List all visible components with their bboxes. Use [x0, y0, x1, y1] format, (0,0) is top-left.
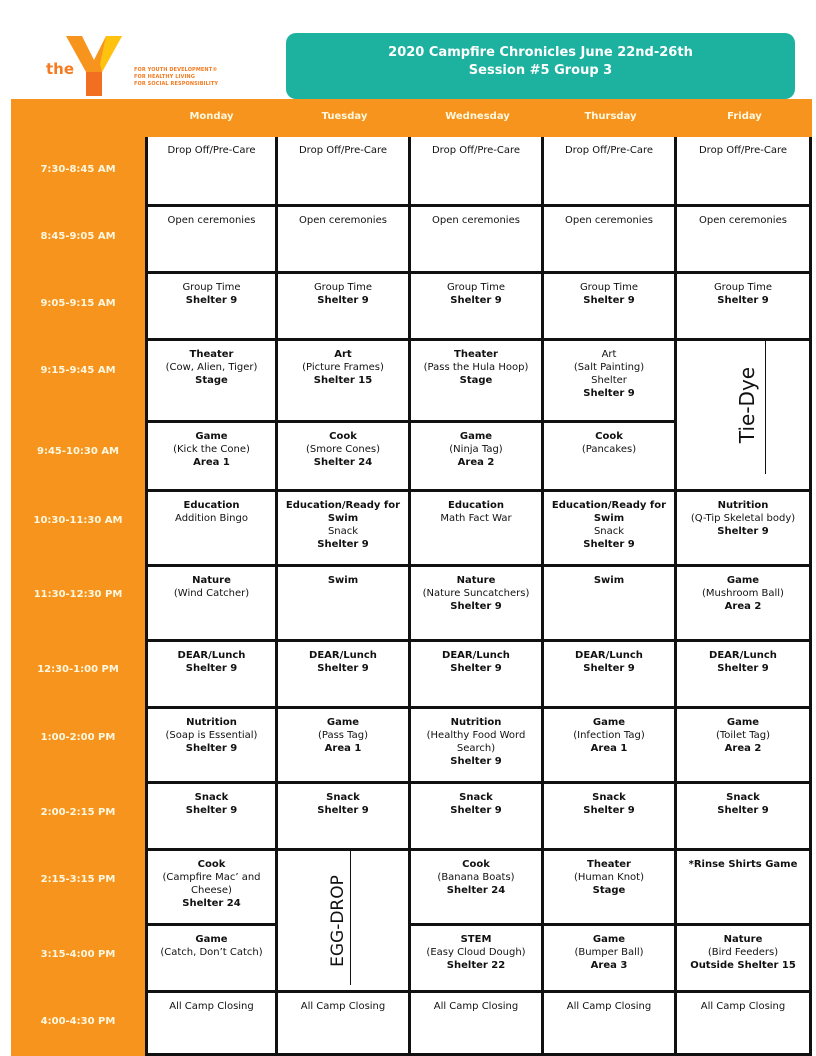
cell-text: All Camp Closing [433, 1001, 519, 1012]
time-label: 2:00-2:15 PM [40, 807, 116, 818]
schedule-cell [278, 137, 411, 207]
cell-text: Group Time [182, 282, 241, 293]
cell-text: Shelter 9 [317, 539, 369, 550]
cell-text: Area 1 [193, 457, 230, 468]
cell-text: Area 1 [590, 743, 628, 754]
cell-text: Drop Off/Pre-Care [167, 145, 256, 156]
cell-text: All Camp Closing [169, 1001, 254, 1012]
schedule-cell [411, 423, 544, 492]
cell-text: DEAR/Lunch [442, 650, 510, 661]
cell-text: (Pancakes) [581, 444, 637, 455]
schedule-cell [677, 137, 812, 207]
cell-text: Theater [189, 349, 234, 360]
cell-text: Shelter 9 [583, 663, 635, 674]
cell-text: (Catch, Don’t Catch) [160, 947, 263, 958]
schedule-cell [677, 709, 812, 784]
cell-text: (Q-Tip Skeletal body) [690, 513, 796, 524]
cell-text: Shelter 9 [450, 601, 502, 612]
cell-text: Math Fact War [440, 513, 512, 524]
cell-text: Game [726, 717, 760, 728]
cell-text: Shelter 24 [182, 898, 241, 909]
cell-text: Snack [593, 526, 625, 537]
schedule-cell [278, 341, 411, 423]
cell-text: Shelter 24 [446, 885, 506, 896]
cell-text: (Human Knot) [574, 872, 644, 883]
cell-text: Game [326, 717, 360, 728]
schedule-cell [411, 926, 544, 993]
schedule-cell [677, 851, 812, 926]
cell-text: Addition Bingo [175, 513, 248, 524]
tie-dye-label: Tie-Dye [735, 366, 759, 444]
schedule-cell [278, 784, 411, 851]
schedule-cell [411, 341, 544, 423]
cell-text: (Salt Painting) [573, 362, 645, 373]
time-label: 10:30-11:30 AM [33, 515, 123, 526]
schedule-cell [145, 926, 278, 993]
time-label: 11:30-12:30 PM [33, 589, 123, 600]
cell-text: (Kick the Cone) [173, 444, 250, 455]
cell-text: DEAR/Lunch [177, 650, 246, 661]
schedule-cell [677, 642, 812, 709]
tie-dye-merged-cell [677, 341, 812, 492]
cell-text: (Picture Frames) [302, 362, 384, 373]
cell-text: (Bird Feeders) [707, 947, 779, 958]
schedule-cell [411, 567, 544, 642]
cell-text: (Bumper Ball) [574, 947, 644, 958]
cell-text: (Ninja Tag) [449, 444, 503, 455]
cell-text: Education/Ready for Swim [551, 500, 667, 524]
schedule-cell [677, 784, 812, 851]
cell-text: Area 3 [590, 960, 628, 971]
egg-drop-merged-cell [278, 851, 411, 993]
cell-text: Area 1 [324, 743, 362, 754]
schedule-cell [677, 274, 812, 341]
schedule-cell [278, 274, 411, 341]
schedule-cell [544, 423, 677, 492]
day-header-friday: Friday [727, 111, 762, 122]
cell-text: Shelter 9 [185, 743, 238, 754]
logo-tagline: FOR YOUTH DEVELOPMENT® FOR HEALTHY LIVING FOR SOCIAL RESPONSIBILITY [134, 67, 219, 87]
cell-text: (Healthy Food Word Search) [426, 730, 526, 754]
day-header-monday: Monday [189, 111, 234, 122]
cell-text: Stage [195, 375, 228, 386]
schedule-cell [278, 492, 411, 567]
schedule-cell [411, 784, 544, 851]
time-label: 9:45-10:30 AM [36, 446, 120, 457]
cell-text: DEAR/Lunch [309, 650, 377, 661]
cell-text: All Camp Closing [300, 1001, 386, 1012]
cell-text: Shelter 9 [317, 295, 369, 306]
cell-text: Game [726, 575, 760, 586]
cell-text: (Mushroom Ball) [702, 588, 784, 599]
schedule-cell [544, 642, 677, 709]
day-header-thursday: Thursday [584, 111, 637, 122]
schedule-cell [411, 137, 544, 207]
schedule-cell [145, 274, 278, 341]
cell-text: (Banana Boats) [437, 872, 515, 883]
schedule-cell [544, 851, 677, 926]
cell-text: Game [592, 934, 626, 945]
schedule-cell [145, 709, 278, 784]
schedule-cell [544, 784, 677, 851]
cell-text: STEM [460, 934, 492, 945]
cell-text: Open ceremonies [299, 215, 387, 226]
cell-text: Shelter 9 [185, 805, 238, 816]
schedule-cell [544, 274, 677, 341]
time-label: 1:00-2:00 PM [40, 732, 116, 743]
cell-text: Area 2 [457, 457, 495, 468]
cell-text: Shelter 24 [313, 457, 373, 468]
cell-text: Cook [462, 859, 490, 870]
cell-text: (Infection Tag) [573, 730, 645, 741]
cell-text: Drop Off/Pre-Care [698, 145, 788, 156]
cell-text: Swim [327, 575, 359, 586]
schedule-cell [544, 709, 677, 784]
cell-text: Shelter 9 [185, 663, 238, 674]
cell-text: Area 2 [724, 743, 762, 754]
cell-text: Snack [726, 792, 760, 803]
cell-text: Drop Off/Pre-Care [298, 145, 388, 156]
schedule-cell [677, 567, 812, 642]
cell-text: Nature [192, 575, 231, 586]
cell-text: Shelter 22 [446, 960, 506, 971]
schedule-cell [411, 642, 544, 709]
day-header-tuesday: Tuesday [321, 111, 368, 122]
schedule-cell [544, 993, 677, 1056]
cell-text: Snack [194, 792, 229, 803]
title-line-1: 2020 Campfire Chronicles June 22nd-26th [388, 45, 693, 60]
schedule-cell [544, 137, 677, 207]
time-label: 9:05-9:15 AM [40, 298, 116, 309]
schedule-cell [145, 492, 278, 567]
schedule-cell [145, 567, 278, 642]
cell-text: Outside Shelter 15 [690, 960, 796, 971]
schedule-cell [544, 492, 677, 567]
cell-text: Education [183, 500, 240, 511]
cell-text: Shelter 9 [583, 805, 635, 816]
day-header-wednesday: Wednesday [445, 111, 510, 122]
cell-text: Group Time [579, 282, 639, 293]
cell-text: Theater [454, 349, 498, 360]
cell-text: Game [459, 431, 493, 442]
schedule-cell [411, 851, 544, 926]
schedule-cell [145, 851, 278, 926]
cell-text: Group Time [313, 282, 373, 293]
schedule-cell [145, 993, 278, 1056]
time-label: 3:15-4:00 PM [40, 949, 116, 960]
cell-text: All Camp Closing [700, 1001, 786, 1012]
schedule-title-banner [286, 33, 795, 99]
cell-text: Nature [456, 575, 496, 586]
cell-text: Group Time [713, 282, 773, 293]
cell-text: Snack [592, 792, 626, 803]
schedule-cell [278, 709, 411, 784]
time-label: 8:45-9:05 AM [40, 231, 116, 242]
cell-text: Shelter 9 [317, 663, 369, 674]
cell-text: All Camp Closing [566, 1001, 652, 1012]
cell-text: (Wind Catcher) [173, 588, 250, 599]
cell-text: Nutrition [450, 717, 502, 728]
time-label: 9:15-9:45 AM [40, 365, 116, 376]
cell-text: Area 2 [724, 601, 762, 612]
cell-text: Shelter 9 [450, 295, 502, 306]
schedule-cell [411, 492, 544, 567]
cell-text: (Easy Cloud Dough) [426, 947, 526, 958]
cell-text: Open ceremonies [167, 215, 256, 226]
cell-text: Shelter [591, 375, 627, 386]
cell-text: Shelter 9 [450, 663, 502, 674]
cell-text: Shelter 9 [450, 756, 502, 767]
cell-text: Open ceremonies [699, 215, 787, 226]
cell-text: (Pass the Hula Hoop) [423, 362, 529, 373]
cell-text: Shelter 9 [583, 388, 635, 399]
cell-text: Snack [459, 792, 493, 803]
schedule-cell [145, 642, 278, 709]
schedule-cell [411, 207, 544, 274]
cell-text: Group Time [446, 282, 506, 293]
cell-text: Shelter 9 [185, 295, 238, 306]
time-column-band [11, 99, 145, 1056]
schedule-cell [544, 926, 677, 993]
time-label: 12:30-1:00 PM [37, 664, 119, 675]
cell-text: Drop Off/Pre-Care [564, 145, 654, 156]
cell-text: Shelter 9 [583, 295, 635, 306]
schedule-cell [145, 137, 278, 207]
schedule-cell [544, 567, 677, 642]
schedule-cell [278, 993, 411, 1056]
cell-text: *Rinse Shirts Game [688, 859, 798, 870]
schedule-cell [544, 207, 677, 274]
cell-text: (Smore Cones) [305, 444, 381, 455]
cell-text: Theater [587, 859, 631, 870]
schedule-cell [411, 993, 544, 1056]
cell-text: (Nature Suncatchers) [422, 588, 530, 599]
cell-text: DEAR/Lunch [575, 650, 643, 661]
cell-text: Open ceremonies [432, 215, 520, 226]
cell-text: Cook [595, 431, 623, 442]
cell-text: Shelter 9 [717, 295, 769, 306]
ymca-logo [38, 34, 258, 98]
time-label: 2:15-3:15 PM [40, 874, 116, 885]
schedule-cell [544, 341, 677, 423]
cell-text: Nature [723, 934, 763, 945]
cell-text: Swim [593, 575, 625, 586]
schedule-cell [145, 423, 278, 492]
tie-dye-divider [765, 341, 766, 474]
schedule-cell [145, 784, 278, 851]
cell-text: Game [592, 717, 626, 728]
schedule-cell [411, 274, 544, 341]
cell-text: Game [195, 934, 228, 945]
cell-text: Cook [329, 431, 357, 442]
cell-text: Snack [326, 792, 360, 803]
schedule-cell [677, 492, 812, 567]
cell-text: Shelter 9 [450, 805, 502, 816]
egg-drop-divider [350, 851, 351, 985]
cell-text: Art [334, 349, 352, 360]
schedule-grid [145, 137, 812, 1056]
schedule-cell [278, 642, 411, 709]
cell-text: Shelter 9 [717, 663, 769, 674]
cell-text: Stage [592, 885, 626, 896]
cell-text: Shelter 9 [717, 805, 769, 816]
cell-text: Game [195, 431, 228, 442]
cell-text: Education/Ready for Swim [285, 500, 401, 524]
cell-text: Education [448, 500, 504, 511]
egg-drop-label: EGG-DROP [328, 875, 348, 967]
cell-text: Shelter 9 [717, 526, 769, 537]
time-label: 7:30-8:45 AM [40, 164, 116, 175]
schedule-cell [677, 993, 812, 1056]
cell-text: (Soap is Essential) [165, 730, 258, 741]
schedule-cell [677, 207, 812, 274]
cell-text: Cook [197, 859, 226, 870]
cell-text: Open ceremonies [565, 215, 653, 226]
cell-text: Stage [459, 375, 493, 386]
schedule-cell [677, 926, 812, 993]
cell-text: (Toilet Tag) [715, 730, 771, 741]
logo-word-the: the [46, 60, 75, 78]
time-label: 4:00-4:30 PM [40, 1016, 116, 1027]
schedule-cell [145, 341, 278, 423]
schedule-cell [145, 207, 278, 274]
schedule-cell [411, 709, 544, 784]
cell-text: (Pass Tag) [317, 730, 369, 741]
cell-text: Nutrition [186, 717, 237, 728]
cell-text: (Cow, Alien, Tiger) [165, 362, 258, 373]
cell-text: DEAR/Lunch [709, 650, 777, 661]
cell-text: Shelter 9 [583, 539, 635, 550]
cell-text: Shelter 15 [313, 375, 373, 386]
cell-text: (Campfire Mac’ and Cheese) [162, 872, 261, 896]
cell-text: Drop Off/Pre-Care [431, 145, 521, 156]
cell-text: Art [601, 349, 617, 360]
cell-text: Shelter 9 [317, 805, 369, 816]
schedule-cell [278, 567, 411, 642]
schedule-cell [278, 207, 411, 274]
cell-text: Nutrition [717, 500, 769, 511]
cell-text: Snack [327, 526, 359, 537]
schedule-cell [278, 423, 411, 492]
title-line-2: Session #5 Group 3 [468, 63, 613, 78]
